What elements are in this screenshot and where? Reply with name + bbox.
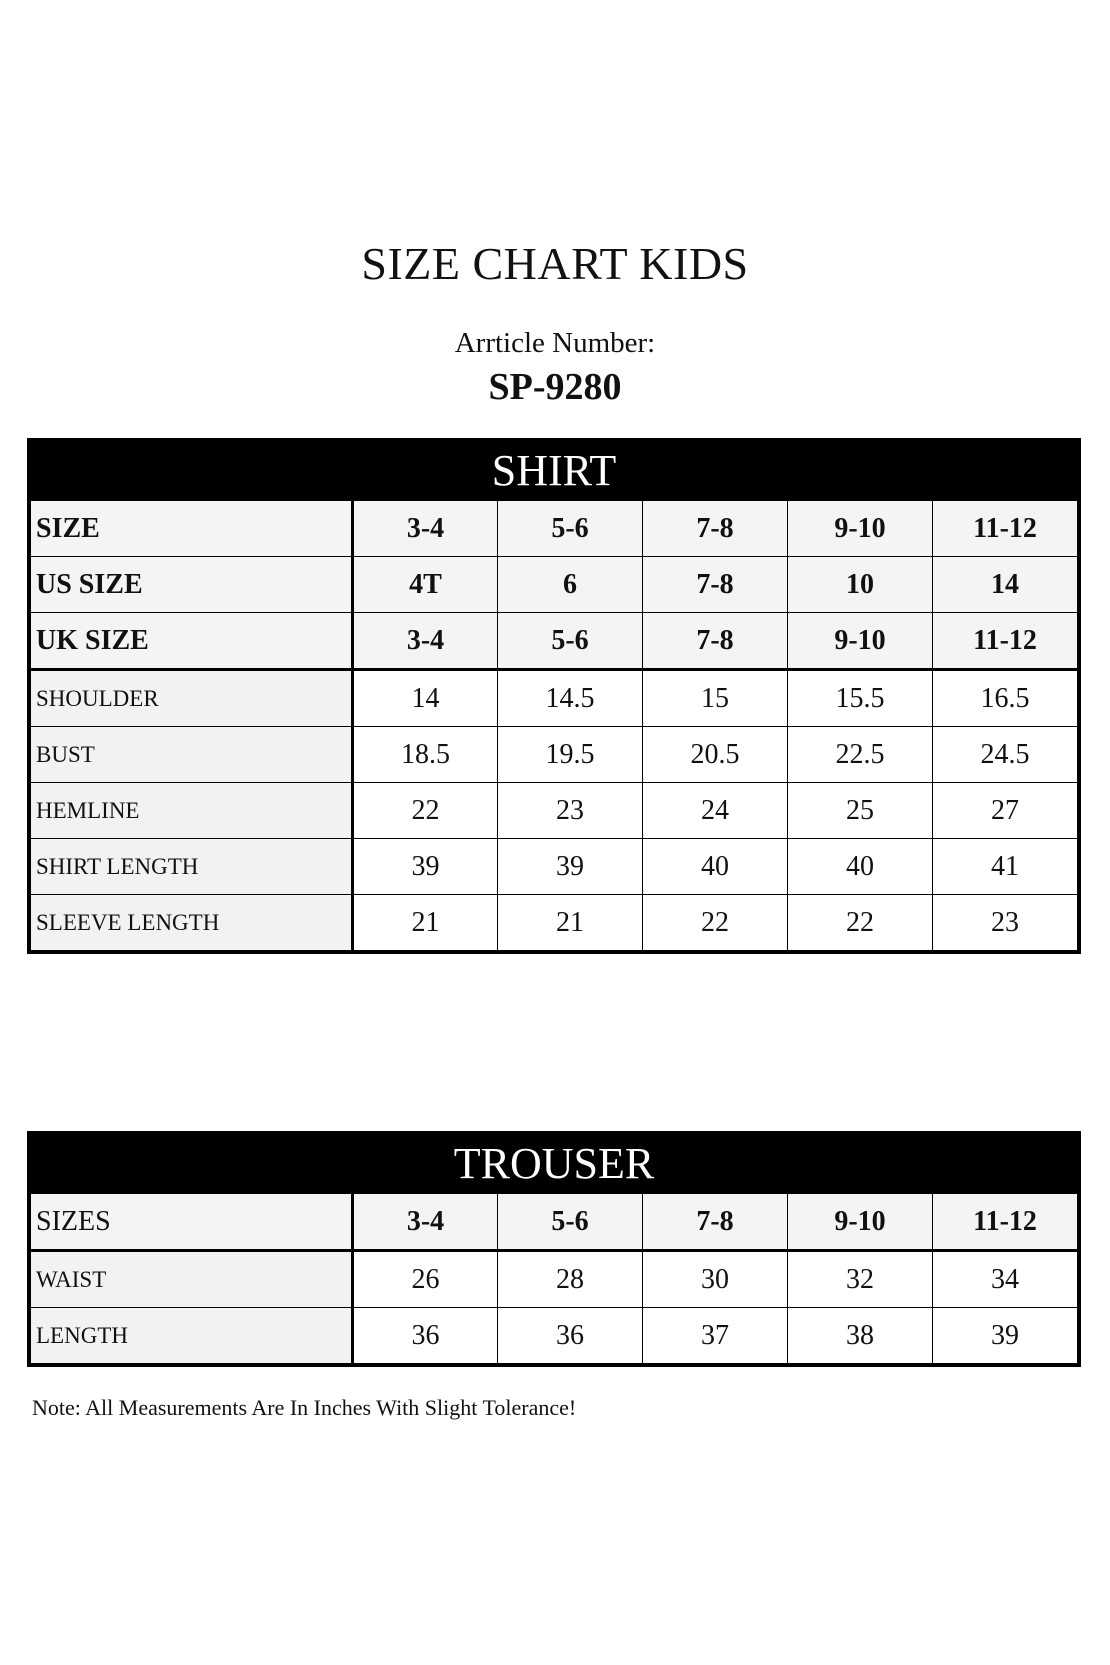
measurement-cell: 14.5 (498, 670, 643, 727)
measurement-cell: 22 (643, 895, 788, 951)
size-cell: 7-8 (643, 613, 788, 670)
measurement-cell: 16.5 (933, 670, 1078, 727)
size-cell: 4T (353, 557, 498, 613)
measurement-cell: 39 (353, 839, 498, 895)
measurement-note: Note: All Measurements Are In Inches With Slight Tolerance! (32, 1395, 577, 1420)
measurement-cell: 25 (788, 783, 933, 839)
row-label: SIZES (31, 1194, 353, 1251)
shirt-table-header: SHIRT (30, 441, 1078, 500)
measurement-cell: 27 (933, 783, 1078, 839)
measurement-cell: 34 (933, 1251, 1078, 1308)
table-row (31, 1308, 1078, 1364)
size-cell: 11-12 (933, 613, 1078, 670)
row-label: US SIZE (31, 557, 353, 613)
size-cell: 9-10 (788, 501, 933, 557)
size-cell: 3-4 (353, 613, 498, 670)
row-label: HEMLINE (31, 783, 353, 839)
measurement-cell: 19.5 (498, 727, 643, 783)
measurement-cell: 22 (353, 783, 498, 839)
measurement-cell: 36 (353, 1308, 498, 1364)
article-number-label: Arrticle Number: (454, 327, 656, 359)
shirt-size-table (27, 438, 1081, 954)
measurement-cell: 30 (643, 1251, 788, 1308)
measurement-cell: 39 (498, 839, 643, 895)
size-cell: 14 (933, 557, 1078, 613)
measurement-cell: 24.5 (933, 727, 1078, 783)
row-label: SIZE (31, 501, 353, 557)
table-row (31, 1251, 1078, 1308)
measurement-cell: 20.5 (643, 727, 788, 783)
measurement-cell: 28 (498, 1251, 643, 1308)
table-row (31, 783, 1078, 839)
measurement-cell: 32 (788, 1251, 933, 1308)
table-row (31, 670, 1078, 727)
measurement-cell: 24 (643, 783, 788, 839)
table-row (31, 557, 1078, 613)
article-number: SP-9280 (488, 366, 622, 408)
measurement-cell: 23 (498, 783, 643, 839)
measurement-cell: 21 (353, 895, 498, 951)
table-row (31, 1194, 1078, 1251)
size-cell: 5-6 (498, 1194, 643, 1251)
size-cell: 3-4 (353, 501, 498, 557)
size-cell: 7-8 (643, 1194, 788, 1251)
measurement-cell: 39 (933, 1308, 1078, 1364)
page-title: SIZE CHART KIDS (361, 238, 749, 289)
measurement-cell: 40 (643, 839, 788, 895)
measurement-cell: 21 (498, 895, 643, 951)
table-row (31, 501, 1078, 557)
row-label: UK SIZE (31, 613, 353, 670)
row-label: BUST (31, 727, 353, 783)
trouser-table-header: TROUSER (30, 1134, 1078, 1193)
measurement-cell: 14 (353, 670, 498, 727)
size-cell: 6 (498, 557, 643, 613)
trouser-size-table (27, 1131, 1081, 1367)
measurement-cell: 23 (933, 895, 1078, 951)
shirt-table (30, 500, 1078, 951)
measurement-cell: 38 (788, 1308, 933, 1364)
size-cell: 11-12 (933, 1194, 1078, 1251)
table-row (31, 613, 1078, 670)
measurement-cell: 41 (933, 839, 1078, 895)
size-cell: 7-8 (643, 557, 788, 613)
size-cell: 10 (788, 557, 933, 613)
measurement-cell: 26 (353, 1251, 498, 1308)
measurement-cell: 18.5 (353, 727, 498, 783)
size-cell: 11-12 (933, 501, 1078, 557)
size-cell: 9-10 (788, 613, 933, 670)
size-cell: 5-6 (498, 613, 643, 670)
row-label: SHOULDER (31, 670, 353, 727)
row-label: SLEEVE LENGTH (31, 895, 353, 951)
size-cell: 7-8 (643, 501, 788, 557)
measurement-cell: 15.5 (788, 670, 933, 727)
trouser-table (30, 1193, 1078, 1364)
size-cell: 9-10 (788, 1194, 933, 1251)
size-cell: 3-4 (353, 1194, 498, 1251)
measurement-cell: 40 (788, 839, 933, 895)
table-row (31, 839, 1078, 895)
measurement-cell: 15 (643, 670, 788, 727)
measurement-cell: 22 (788, 895, 933, 951)
measurement-cell: 37 (643, 1308, 788, 1364)
row-label: WAIST (31, 1251, 353, 1308)
measurement-cell: 36 (498, 1308, 643, 1364)
table-row (31, 895, 1078, 951)
table-row (31, 727, 1078, 783)
size-cell: 5-6 (498, 501, 643, 557)
row-label: SHIRT LENGTH (31, 839, 353, 895)
measurement-cell: 22.5 (788, 727, 933, 783)
row-label: LENGTH (31, 1308, 353, 1364)
